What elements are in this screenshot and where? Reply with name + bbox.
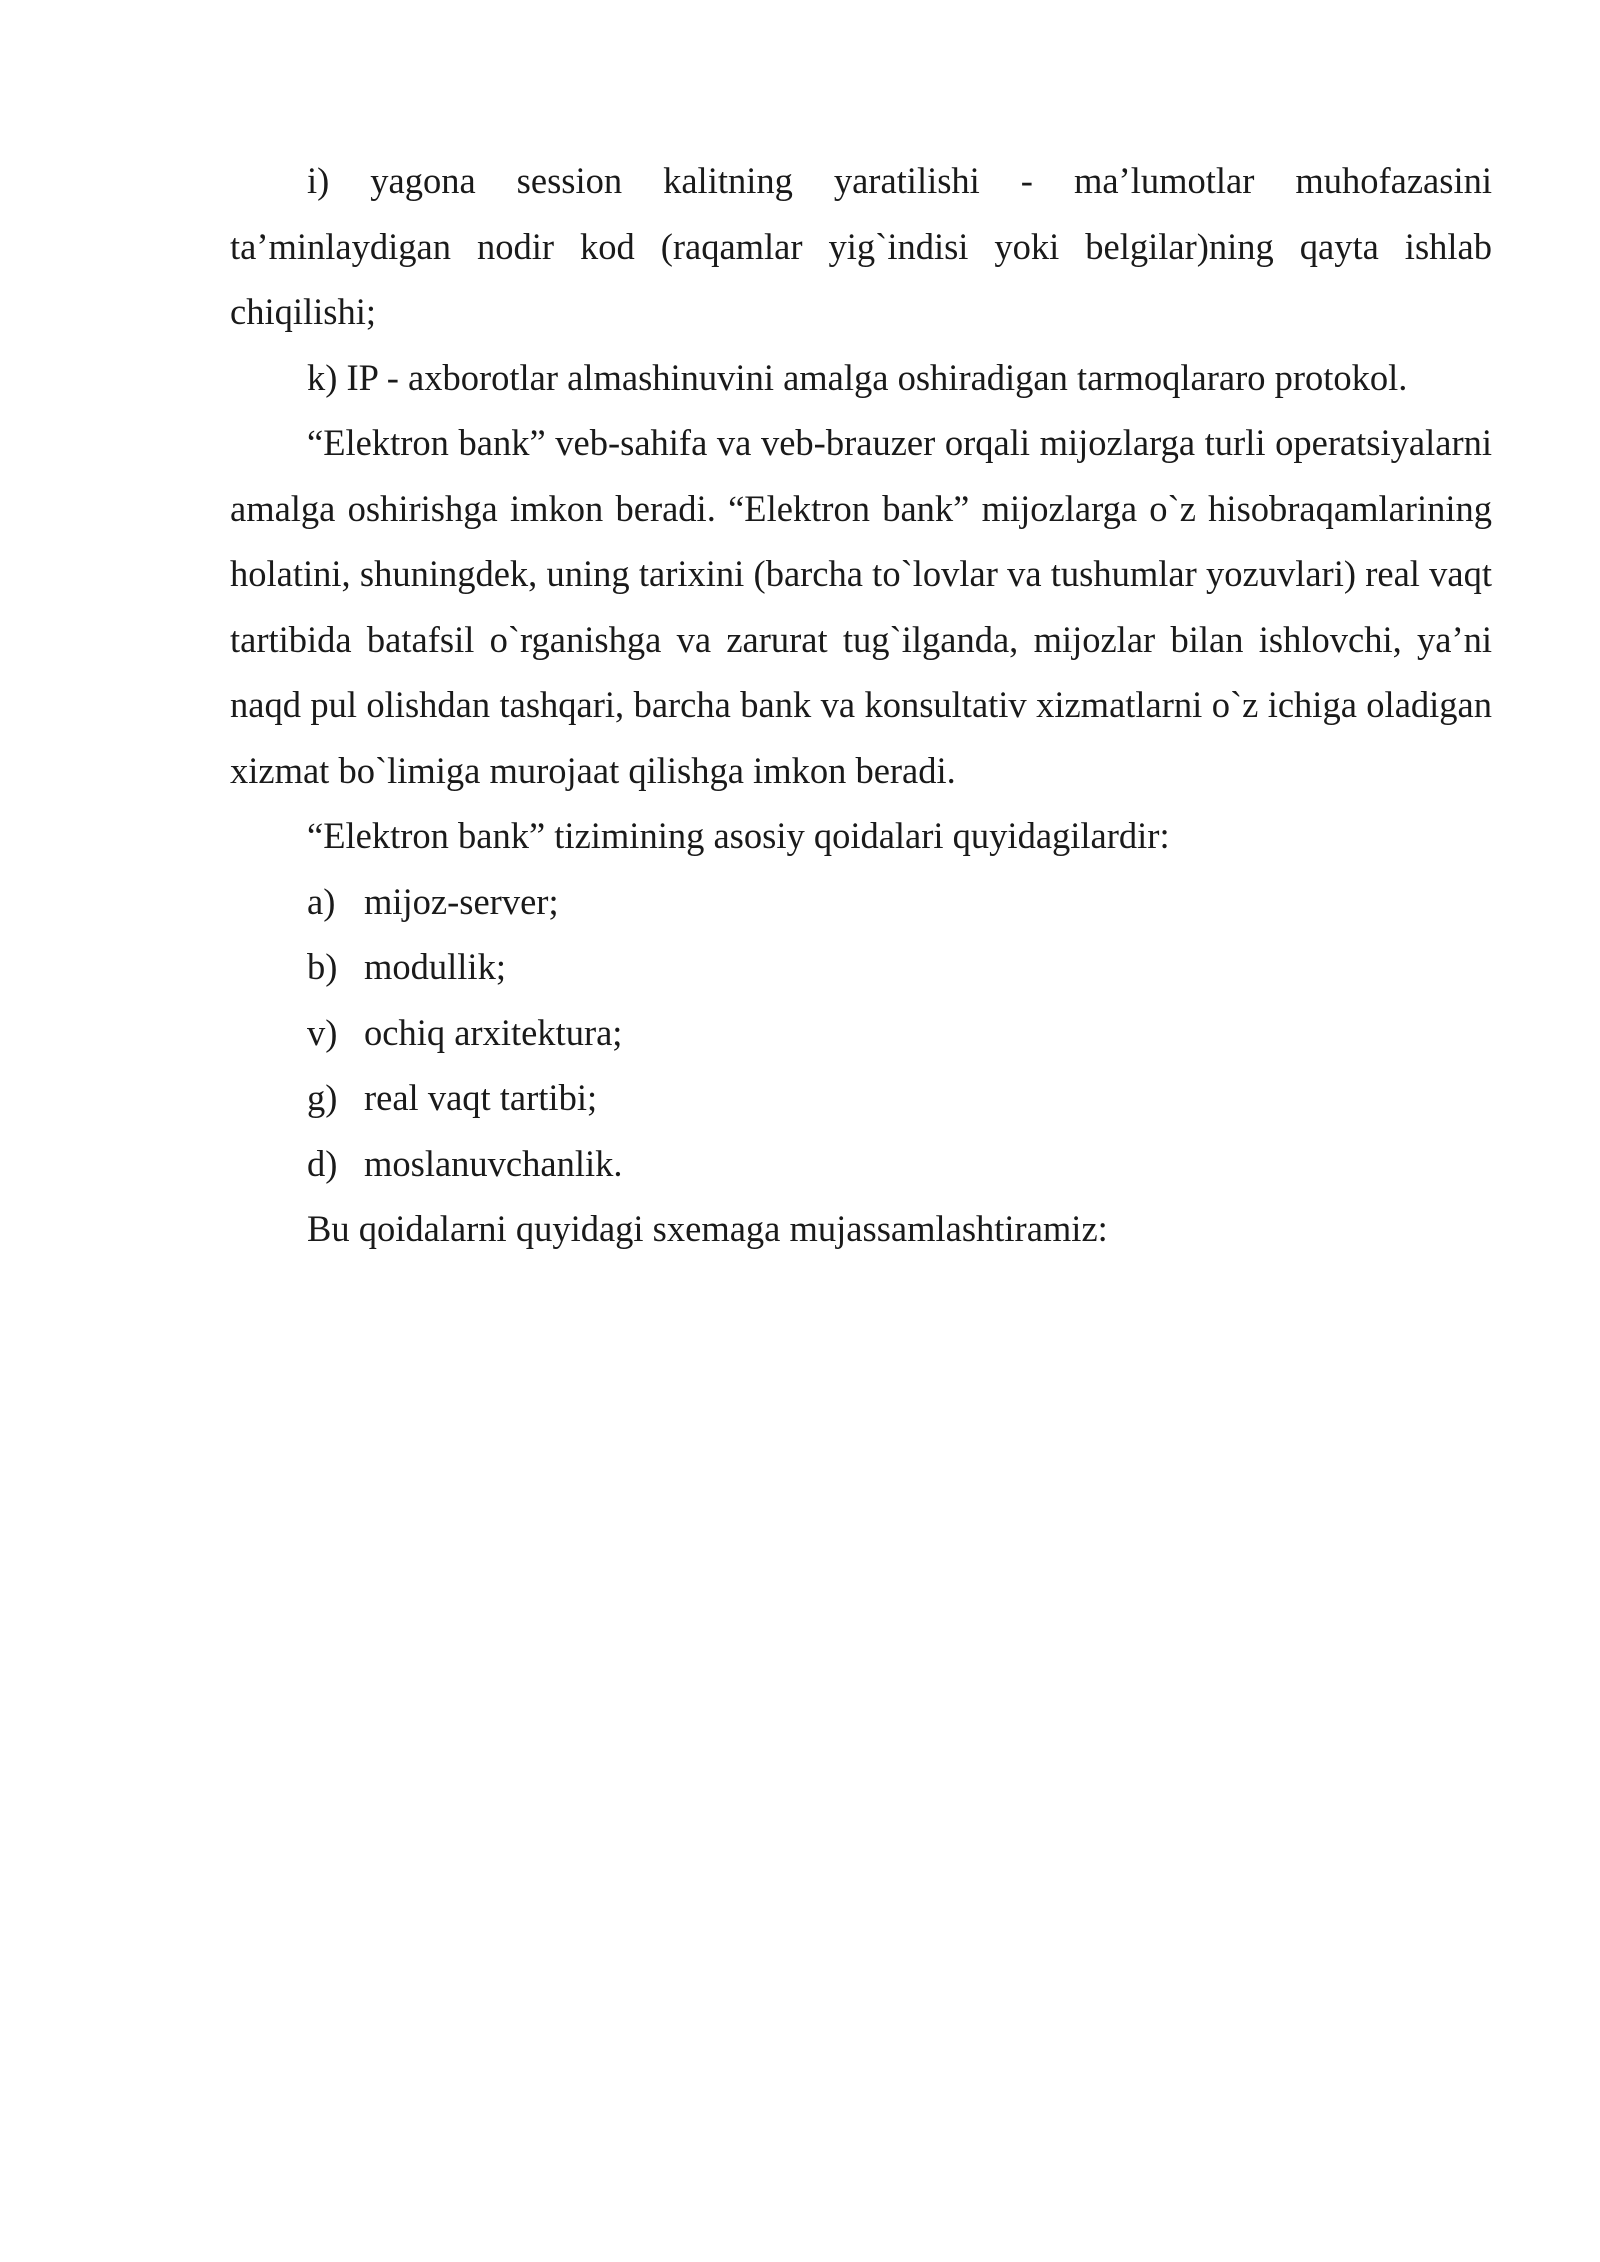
paragraph-electronic-bank-description: “Elektron bank” veb-sahifa va veb-brauzer orqali mijozlarga turli operatsiyalarni amalga oshirishga imkon beradi. “Elektron bank” mijozlarga o`z hisobraqamlarining holatini, shuningdek, uning tarixini (barcha to`lovlar va tushumlar yozuvlari) real vaqt tartibida batafsil o`rganishga va zarurat tug`ilganda, mijozlar bilan ishlovchi, ya’ni naqd pul olishdan tashqari, barcha bank va konsultativ xizmatlarni o`z ichiga oladigan xizmat bo`limiga murojaat qilishga imkon beradi. — [230, 422, 1492, 791]
list-item-text: real vaqt tartibi; — [364, 1077, 598, 1118]
list-item-text: moslanuvchanlik. — [364, 1142, 623, 1184]
list-marker: v) — [307, 1011, 338, 1053]
list-item — [230, 1000, 1492, 1066]
list-item-text: ochiq arxitektura; — [364, 1011, 623, 1053]
list-item — [230, 934, 1492, 1000]
list-marker: a) — [307, 880, 336, 922]
list-item-text: modullik; — [364, 946, 506, 987]
list-item — [230, 1131, 1492, 1197]
list-item — [230, 1065, 1492, 1131]
principles-list — [230, 869, 1492, 1197]
document-page — [230, 148, 1492, 1262]
paragraph-session-key: i) yagona session kalitning yaratilishi - ma’lumotlar muhofazasini ta’minlaydigan nodir kod (raqamlar yig`indisi yoki belgilar)ning qayta ishlab chiqilishi; — [230, 160, 1492, 332]
list-marker: b) — [307, 946, 338, 987]
list-item-text: mijoz-server; — [364, 880, 559, 922]
paragraph-principles-intro: “Elektron bank” tizimining asosiy qoidalari quyidagilardir: — [307, 815, 1170, 856]
list-marker: d) — [307, 1142, 338, 1184]
paragraph-ip-protocol: k) IP - axborotlar almashinuvini amalga oshiradigan tarmoqlararo protokol. — [307, 356, 1408, 398]
list-marker: g) — [307, 1077, 338, 1118]
paragraph-closing: Bu qoidalarni quyidagi sxemaga mujassamlashtiramiz: — [307, 1208, 1108, 1249]
list-item — [230, 869, 1492, 935]
